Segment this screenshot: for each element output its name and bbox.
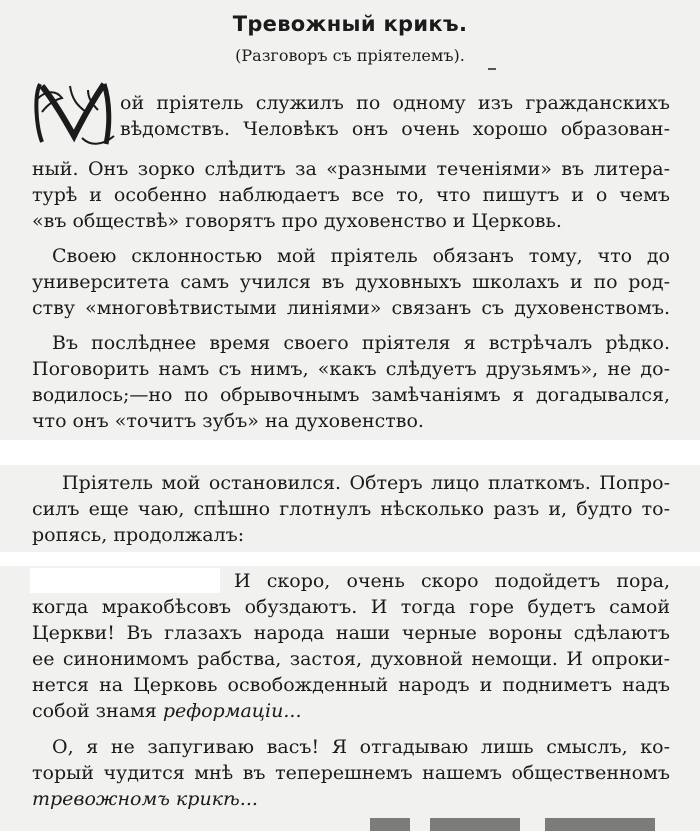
cutoff-fragment xyxy=(370,818,410,831)
p3-line-2: Поговорить намъ съ нимъ, «какъ слѣдуетъ друзьямъ», не до- xyxy=(32,358,670,380)
p2-line-2: университета самъ учился въ духовныхъ школахъ и по род- xyxy=(32,271,670,293)
p2-line-3: ству «многовѣтвистыми линiями» связанъ съ духовенствомъ. xyxy=(32,297,670,319)
p5-line-5: нется на Церковь освобожденный народъ и подниметъ надъ xyxy=(32,674,670,696)
p5-line-4: ее синонимомъ рабства, застоя, духовной немощи. И опроки- xyxy=(32,648,670,670)
scan-mark xyxy=(488,68,496,70)
p5-line-2: когда мракобѣсовъ обуздаютъ. И тогда горе будетъ самой xyxy=(32,596,670,618)
p4-line-2: силъ еще чаю, спѣшно глотнулъ нѣсколько разъ и, будто то- xyxy=(32,498,670,520)
article-subtitle: (Разговоръ съ прiятелемъ). xyxy=(235,46,465,65)
p4-line-1: Прiятель мой остановился. Обтеръ лицо платкомъ. Попро- xyxy=(62,472,670,494)
p1-line-1: ой прiятель служилъ по одному изъ гражданскихъ xyxy=(120,92,670,114)
p1-line-5: «въ обществѣ» говорятъ про духовенство и Церковь. xyxy=(32,210,562,232)
p6-line-3: тревожномъ крикѣ... xyxy=(32,788,258,810)
p6-line-1: О, я не запугиваю васъ! Я отгадываю лишь смыслъ, ко- xyxy=(52,736,670,758)
ornamental-dropcap-m xyxy=(32,76,118,148)
p6-line-2: торый чудится мнѣ въ теперешнемъ нашемъ общественномъ xyxy=(32,762,670,784)
p5-line-6-text: собой знамя xyxy=(32,700,163,722)
p5-line-6 xyxy=(32,698,670,724)
p3-line-1: Въ послѣднее время своего прiятеля я встрѣчалъ рѣдко. xyxy=(52,332,670,354)
redaction-block xyxy=(30,568,220,593)
page-gap-2 xyxy=(0,552,700,566)
p5-line-3: Церкви! Въ глазахъ народа наши черные вороны сдѣлаютъ xyxy=(32,622,670,644)
p1-line-3: ный. Онъ зорко слѣдитъ за «разными теченiями» въ литера- xyxy=(32,158,670,180)
article-title: Тревожный крикъ. xyxy=(232,12,468,36)
p3-line-4: что онъ «точитъ зубъ» на духовенство. xyxy=(32,410,424,432)
cutoff-fragment xyxy=(430,818,520,831)
p5-line-6-italic: реформацiи... xyxy=(162,700,302,722)
p3-line-3: водилось;—но по обрывочнымъ замѣчанiямъ я догадывался, xyxy=(32,384,670,406)
p2-line-1: Своею склонностью мой прiятель обязанъ тому, что до xyxy=(52,245,670,267)
p4-line-3: ропясь, продолжалъ: xyxy=(32,524,245,546)
p5-line-1: И скоро, очень скоро подойдетъ пора, xyxy=(234,570,670,592)
p1-line-4: турѣ и особенно наблюдаетъ все то, что пишутъ и о чемъ xyxy=(32,184,670,206)
cutoff-fragment xyxy=(545,818,655,831)
p1-line-2: вѣдомствъ. Человѣкъ онъ очень хорошо образован- xyxy=(120,118,670,140)
page-gap xyxy=(0,440,700,465)
